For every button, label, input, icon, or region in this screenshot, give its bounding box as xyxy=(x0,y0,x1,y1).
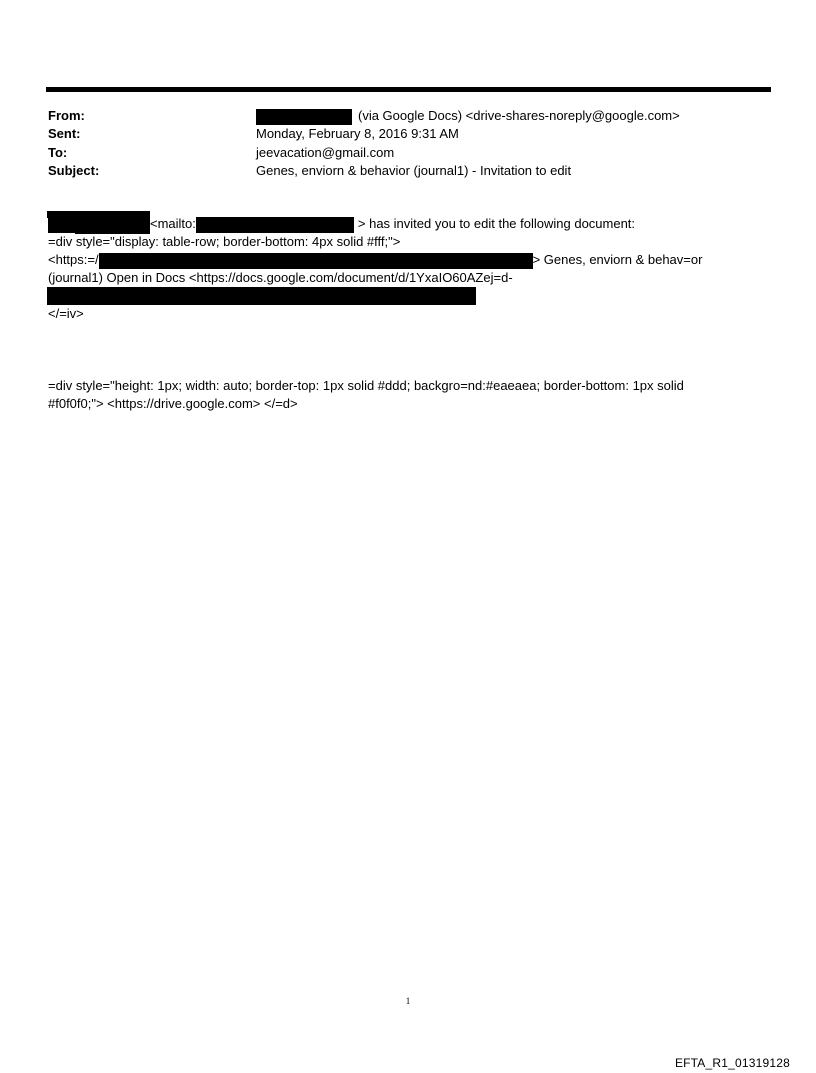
body-line-3 xyxy=(48,251,702,269)
bates-number: EFTA_R1_01319128 xyxy=(674,1056,790,1070)
sent-value: Monday, February 8, 2016 9:31 AM xyxy=(256,126,459,141)
redaction-url xyxy=(99,253,533,269)
body-line-2: =div style="display: table-row; border-bottom: 4px solid #fff;"> xyxy=(48,234,401,249)
mailto-prefix: <mailto: xyxy=(150,216,196,231)
to-label: To: xyxy=(48,145,68,160)
body-line-6: </=iv> xyxy=(48,306,84,321)
body-line-7: =div style="height: 1px; width: auto; border-top: 1px solid #ddd; backgro=nd:#eaeaea; border-bottom: 1px solid xyxy=(48,378,684,393)
from-label: From: xyxy=(48,108,85,123)
header-rule xyxy=(46,87,771,92)
from-row xyxy=(48,107,85,125)
body-line-4: (journal1) Open in Docs <https://docs.google.com/document/d/1YxaIO60AZej=d- xyxy=(48,270,513,285)
subject-value: Genes, enviorn & behavior (journal1) - Invitation to edit xyxy=(256,163,572,178)
doc-title-fragment: > Genes, enviorn & behav=or xyxy=(532,252,703,267)
subject-row xyxy=(48,162,99,180)
subject-label: Subject: xyxy=(48,163,100,178)
body-line-8: #f0f0f0;"> <https://drive.google.com> </=d> xyxy=(48,396,298,411)
redaction-inviter-name xyxy=(48,217,149,233)
sent-label: Sent: xyxy=(48,126,81,141)
to-row xyxy=(48,144,67,162)
redaction-inviter-email xyxy=(196,217,354,233)
redaction-doc-url xyxy=(47,287,476,305)
from-value: (via Google Docs) <drive-shares-noreply@google.com> xyxy=(358,108,680,123)
to-value: jeevacation@gmail.com xyxy=(256,145,395,160)
page-number: 1 xyxy=(405,996,411,1006)
from-value-row xyxy=(256,107,680,125)
redaction-sender-name xyxy=(256,109,352,125)
invite-text: > has invited you to edit the following document: xyxy=(357,216,636,231)
body-line-1 xyxy=(48,215,635,233)
url-start: <https:=/ xyxy=(48,252,99,267)
sent-row xyxy=(48,125,81,143)
